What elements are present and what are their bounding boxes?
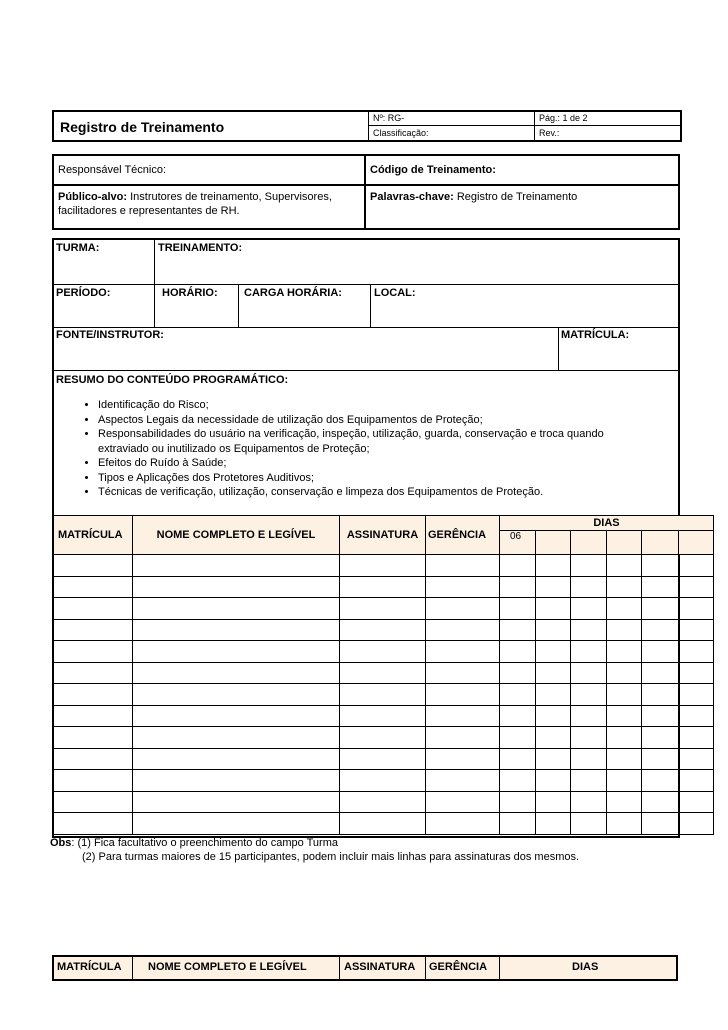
table-cell[interactable] (571, 598, 607, 620)
table-cell[interactable] (571, 748, 607, 770)
table-cell[interactable] (500, 727, 536, 749)
obs-line1: : (1) Fica facultativo o preenchimento do campo Turma (71, 837, 338, 849)
table-cell[interactable] (133, 727, 340, 749)
table-cell[interactable] (54, 598, 133, 620)
col-matricula-header: MATRÍCULA (57, 961, 122, 973)
table-cell[interactable] (642, 748, 679, 770)
table-cell[interactable] (133, 748, 340, 770)
table-cell[interactable] (340, 705, 426, 727)
table-row (54, 555, 714, 577)
table-cell[interactable] (571, 813, 607, 835)
observacoes (50, 836, 579, 864)
table-cell[interactable] (607, 748, 642, 770)
col-assinatura-header: ASSINATURA (340, 516, 426, 555)
table-row (54, 662, 714, 684)
resumo-label: RESUMO DO CONTEÚDO PROGRAMÁTICO: (56, 374, 289, 386)
table-cell[interactable] (340, 684, 426, 706)
conteudo-list (74, 398, 604, 500)
table-cell[interactable] (426, 662, 500, 684)
col-dias-header: DIAS (572, 961, 599, 973)
table-cell[interactable] (133, 598, 340, 620)
table-cell[interactable] (54, 791, 133, 813)
table-row (54, 791, 714, 813)
table-cell[interactable] (642, 576, 679, 598)
table-cell[interactable] (679, 748, 714, 770)
day-cell[interactable] (536, 531, 571, 555)
table-cell[interactable] (426, 684, 500, 706)
table-cell[interactable] (54, 748, 133, 770)
table-cell[interactable] (133, 705, 340, 727)
table-cell[interactable] (607, 555, 642, 577)
list-item: • Responsabilidades do usuário na verificação, inspeção, utilização, guarda, conservação e troca quando (98, 427, 604, 442)
table-cell[interactable] (500, 684, 536, 706)
table-cell[interactable] (500, 770, 536, 792)
table-cell[interactable] (607, 705, 642, 727)
table-cell[interactable] (642, 598, 679, 620)
table-cell[interactable] (571, 555, 607, 577)
table-row (54, 727, 714, 749)
horario-label[interactable]: HORÁRIO: (162, 287, 218, 299)
table-cell[interactable] (133, 662, 340, 684)
publico-alvo: Público-alvo: Instrutores de treinamento, Supervisores, facilitadores e representantes de RH. (58, 191, 332, 217)
table-cell[interactable] (340, 662, 426, 684)
table-cell[interactable] (536, 770, 571, 792)
table-cell[interactable] (426, 576, 500, 598)
table-cell[interactable] (536, 555, 571, 577)
table-cell[interactable] (340, 813, 426, 835)
table-cell[interactable] (571, 662, 607, 684)
table-cell[interactable] (133, 641, 340, 663)
table-cell[interactable] (500, 662, 536, 684)
col-assinatura-header: ASSINATURA (344, 961, 416, 973)
table-cell[interactable] (679, 598, 714, 620)
table-cell[interactable] (571, 770, 607, 792)
table-cell[interactable] (426, 619, 500, 641)
table-cell[interactable] (607, 770, 642, 792)
table-row (54, 684, 714, 706)
table-cell[interactable] (607, 619, 642, 641)
table-cell[interactable] (426, 791, 500, 813)
table-cell[interactable] (340, 619, 426, 641)
table-cell[interactable] (500, 641, 536, 663)
responsavel-box (52, 154, 680, 230)
table-cell[interactable] (679, 641, 714, 663)
table-row (54, 598, 714, 620)
periodo-label[interactable]: PERÍODO: (56, 287, 111, 299)
responsavel-label[interactable]: Responsável Técnico: (58, 164, 167, 176)
table-cell[interactable] (571, 641, 607, 663)
table-cell[interactable] (642, 770, 679, 792)
table-cell[interactable] (426, 727, 500, 749)
codigo-label[interactable]: Código de Treinamento: (370, 164, 496, 176)
table-cell[interactable] (571, 791, 607, 813)
obs-label: Obs (50, 837, 72, 849)
table-cell[interactable] (340, 555, 426, 577)
table-cell[interactable] (607, 641, 642, 663)
table-row (54, 619, 714, 641)
fonte-instrutor-label[interactable]: FONTE/INSTRUTOR: (56, 329, 164, 341)
attendance-table-continuation (52, 955, 678, 981)
palavras-chave: Palavras-chave: Registro de Treinamento (370, 191, 578, 203)
table-row (54, 770, 714, 792)
matricula-instrutor-label[interactable]: MATRÍCULA: (561, 329, 630, 341)
table-cell[interactable] (571, 684, 607, 706)
table-cell[interactable] (607, 791, 642, 813)
table-cell[interactable] (133, 813, 340, 835)
table-cell[interactable] (536, 684, 571, 706)
day-cell-first[interactable]: 06 (500, 531, 536, 555)
list-item: • Efeitos do Ruído à Saúde; (98, 456, 604, 471)
table-cell[interactable] (340, 641, 426, 663)
table-cell[interactable] (340, 770, 426, 792)
table-cell[interactable] (500, 813, 536, 835)
table-cell[interactable] (500, 555, 536, 577)
table-row (54, 641, 714, 663)
table-cell[interactable] (536, 662, 571, 684)
table-cell[interactable] (426, 705, 500, 727)
day-cell[interactable] (679, 531, 714, 555)
table-cell[interactable] (54, 662, 133, 684)
table-cell[interactable] (536, 813, 571, 835)
table-cell[interactable] (426, 748, 500, 770)
table-cell[interactable] (54, 813, 133, 835)
table-cell[interactable] (133, 770, 340, 792)
table-cell[interactable] (607, 684, 642, 706)
table-cell[interactable] (340, 576, 426, 598)
table-row (54, 748, 714, 770)
col-gerencia-header: GERÊNCIA (426, 516, 500, 555)
table-cell[interactable] (642, 555, 679, 577)
table-cell[interactable] (679, 791, 714, 813)
table-cell[interactable] (340, 791, 426, 813)
turma-label[interactable]: TURMA: (56, 242, 100, 254)
table-cell[interactable] (133, 555, 340, 577)
col-matricula-header: MATRÍCULA (54, 516, 133, 555)
col-nome-header: NOME COMPLETO E LEGÍVEL (148, 961, 307, 973)
table-cell[interactable] (536, 619, 571, 641)
pagina-label: Pág.: 1 de 2 (539, 113, 588, 123)
obs-line2: (2) Para turmas maiores de 15 participantes, podem incluir mais linhas para assinaturas dos mesmos. (82, 851, 580, 863)
table-cell[interactable] (607, 598, 642, 620)
table-cell[interactable] (54, 641, 133, 663)
table-cell[interactable] (571, 727, 607, 749)
table-cell[interactable] (607, 813, 642, 835)
table-cell[interactable] (340, 598, 426, 620)
table-cell[interactable] (607, 662, 642, 684)
day-cell[interactable] (571, 531, 607, 555)
list-item-continuation: extraviado ou inutilizado os Equipamentos de Proteção; (98, 442, 370, 455)
table-cell[interactable] (54, 684, 133, 706)
table-cell[interactable] (642, 791, 679, 813)
table-cell[interactable] (536, 705, 571, 727)
table-cell[interactable] (536, 641, 571, 663)
table-cell[interactable] (426, 555, 500, 577)
table-cell[interactable] (500, 791, 536, 813)
list-item: • Identificação do Risco; (98, 398, 604, 413)
table-cell[interactable] (54, 576, 133, 598)
col-nome-header: NOME COMPLETO E LEGÍVEL (133, 516, 340, 555)
table-cell[interactable] (54, 770, 133, 792)
table-cell[interactable] (426, 641, 500, 663)
table-row (54, 813, 714, 835)
table-cell[interactable] (571, 576, 607, 598)
table-cell[interactable] (133, 791, 340, 813)
table-cell[interactable] (679, 662, 714, 684)
table-cell[interactable] (642, 684, 679, 706)
col-gerencia-header: GERÊNCIA (429, 961, 488, 973)
table-cell[interactable] (642, 813, 679, 835)
table-cell[interactable] (679, 684, 714, 706)
col-dias-header: DIAS (500, 516, 714, 531)
table-cell[interactable] (571, 619, 607, 641)
day-cell[interactable] (607, 531, 642, 555)
table-cell[interactable] (607, 727, 642, 749)
rev-label: Rev.: (539, 128, 560, 138)
table-cell[interactable] (133, 576, 340, 598)
table-row (54, 705, 714, 727)
document-title: Registro de Treinamento (60, 119, 225, 135)
table-cell[interactable] (536, 598, 571, 620)
table-cell[interactable] (607, 576, 642, 598)
table-cell[interactable] (54, 705, 133, 727)
table-cell[interactable] (500, 748, 536, 770)
attendance-table (53, 515, 714, 835)
day-cell[interactable] (642, 531, 679, 555)
training-form (52, 238, 680, 838)
table-cell[interactable] (642, 727, 679, 749)
table-cell[interactable] (679, 576, 714, 598)
local-label[interactable]: LOCAL: (374, 287, 416, 299)
table-row (54, 576, 714, 598)
table-cell[interactable] (500, 705, 536, 727)
table-cell[interactable] (500, 576, 536, 598)
table-cell[interactable] (642, 705, 679, 727)
table-cell[interactable] (536, 748, 571, 770)
table-cell[interactable] (54, 619, 133, 641)
table-cell[interactable] (571, 705, 607, 727)
table-cell[interactable] (54, 555, 133, 577)
table-cell[interactable] (340, 727, 426, 749)
table-cell[interactable] (679, 727, 714, 749)
numero-label: Nº: RG- (373, 113, 405, 123)
document-header (52, 110, 682, 142)
table-cell[interactable] (500, 598, 536, 620)
table-cell[interactable] (426, 770, 500, 792)
treinamento-label[interactable]: TREINAMENTO: (158, 242, 243, 254)
table-cell[interactable] (679, 619, 714, 641)
table-cell[interactable] (679, 770, 714, 792)
table-cell[interactable] (679, 555, 714, 577)
carga-horaria-label[interactable]: CARGA HORÁRIA: (244, 287, 342, 299)
table-cell[interactable] (536, 791, 571, 813)
table-cell[interactable] (536, 727, 571, 749)
list-item: • Aspectos Legais da necessidade de utilização dos Equipamentos de Proteção; (98, 413, 604, 428)
list-item: • Técnicas de verificação, utilização, conservação e limpeza dos Equipamentos de Proteção. (98, 485, 604, 500)
table-cell[interactable] (536, 576, 571, 598)
table-cell[interactable] (133, 684, 340, 706)
table-cell[interactable] (679, 813, 714, 835)
table-cell[interactable] (133, 619, 340, 641)
list-item: • Tipos e Aplicações dos Protetores Auditivos; (98, 471, 604, 486)
table-cell[interactable] (679, 705, 714, 727)
table-cell[interactable] (340, 748, 426, 770)
table-cell[interactable] (642, 641, 679, 663)
table-cell[interactable] (426, 598, 500, 620)
table-cell[interactable] (642, 662, 679, 684)
table-cell[interactable] (500, 619, 536, 641)
table-cell[interactable] (54, 727, 133, 749)
table-cell[interactable] (642, 619, 679, 641)
classificacao-label: Classificação: (373, 128, 429, 138)
table-cell[interactable] (426, 813, 500, 835)
